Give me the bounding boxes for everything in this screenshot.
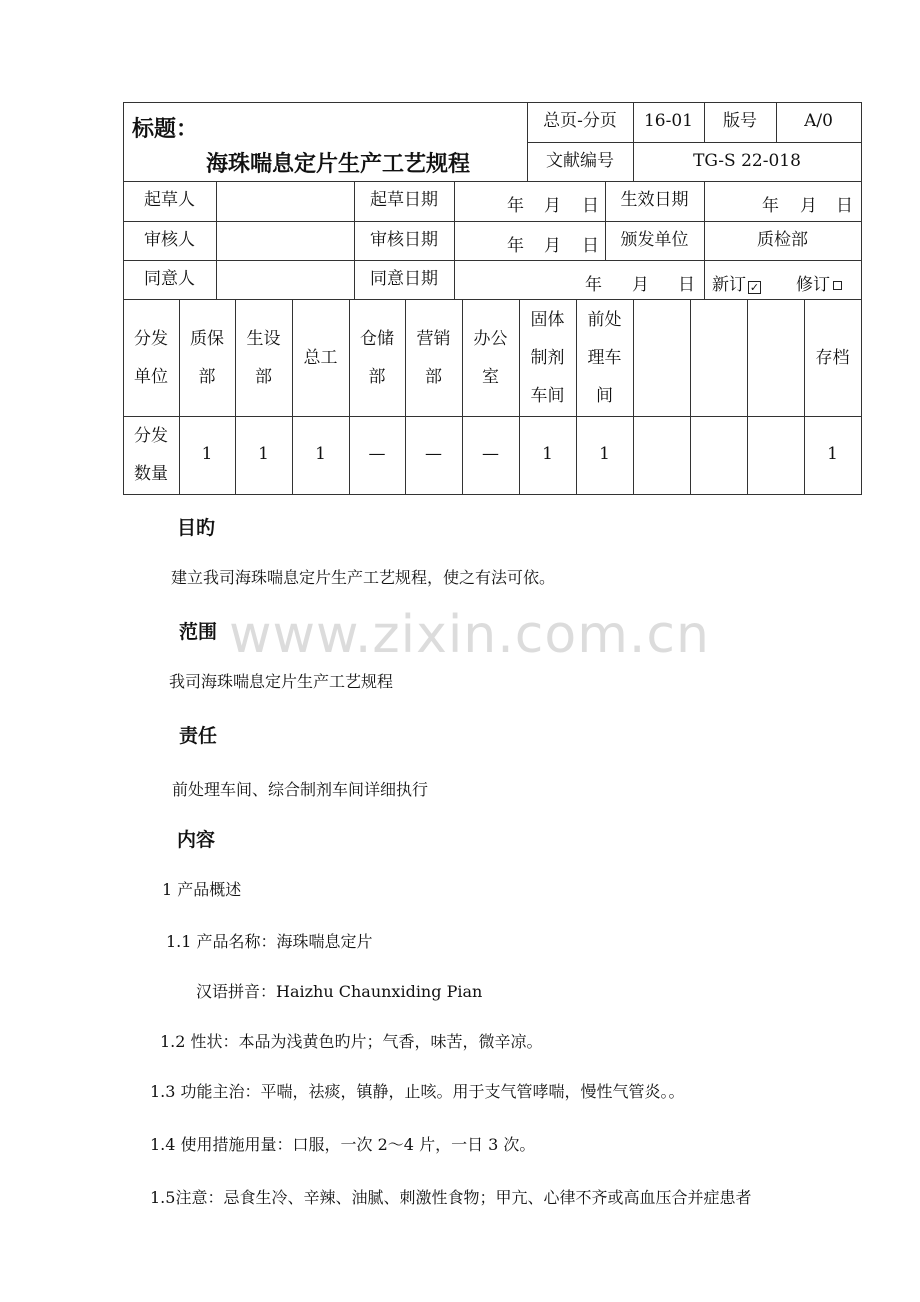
dist-qty-cell: 1	[827, 444, 838, 465]
dist-qty-cell: 1	[201, 444, 213, 465]
draft-date-value	[454, 181, 605, 221]
dist-unit-text: 生设部	[246, 328, 281, 387]
dist-unit-label-text: 分发单位	[134, 328, 168, 387]
dist-unit-cell	[747, 299, 804, 416]
dist-unit-cell	[690, 299, 747, 416]
revise-option[interactable]	[796, 270, 842, 295]
doc-no-value: TG-S 22-018	[693, 150, 801, 171]
effective-date-value	[704, 181, 861, 221]
dist-unit-cell	[519, 299, 576, 416]
day-text: 日	[678, 275, 695, 295]
dist-qty-cell: —	[425, 444, 442, 465]
scope-heading: 范围	[179, 621, 218, 643]
version-value: A/0	[804, 111, 833, 132]
dist-unit-cell	[349, 299, 405, 416]
day-text: 日	[836, 196, 853, 216]
purpose-text: 建立我司海珠喘息定片生产工艺规程，使之有法可依。	[171, 568, 556, 587]
issuer-value: 质检部	[757, 229, 808, 250]
dist-unit-text: 质保部	[190, 328, 224, 387]
dist-qty-cell	[690, 416, 747, 494]
month-text: 月	[544, 196, 561, 216]
new-version-option[interactable]	[712, 270, 761, 295]
version-label: 版号	[723, 111, 757, 132]
page-value: 16-01	[643, 111, 693, 132]
dist-qty-cell: 1	[542, 444, 553, 465]
month-text: 月	[800, 196, 817, 216]
dist-qty-cell: —	[368, 444, 386, 465]
dist-unit-cell	[179, 299, 235, 416]
day-text: 日	[582, 196, 599, 216]
revise-checkbox-icon	[833, 281, 842, 290]
revision-type	[704, 260, 861, 299]
page-label: 总页-分页	[543, 111, 617, 132]
responsibility-heading: 责任	[179, 725, 218, 747]
content-line-1-1: 1.1 产品名称：海珠喘息定片	[166, 932, 373, 951]
dist-qty-cell	[633, 416, 690, 494]
dist-unit-text: 固体制剂车间	[530, 309, 565, 406]
dist-unit-cell	[462, 299, 519, 416]
dist-unit-cell	[235, 299, 292, 416]
review-date-label: 审核日期	[370, 229, 438, 250]
review-date-value	[454, 221, 605, 260]
draft-date-label: 起草日期	[370, 190, 438, 211]
dist-unit-cell	[576, 299, 633, 416]
dist-unit-text: 办公室	[473, 328, 508, 387]
dist-unit-cell	[633, 299, 690, 416]
responsibility-text: 前处理车间、综合制剂车间详细执行	[172, 780, 429, 799]
dist-unit-label	[123, 299, 179, 416]
year-text: 年	[762, 196, 779, 216]
new-checkbox-checked-icon: ✓	[749, 281, 760, 294]
dist-unit-cell	[804, 299, 861, 416]
dist-qty-cell: 1	[315, 444, 326, 465]
content-line-1-5: 1.5注意：忌食生冷、辛辣、油腻、刺激性食物；甲亢、心律不齐或高血压合并症患者	[150, 1188, 752, 1207]
dist-qty-cell	[747, 416, 804, 494]
dist-unit-text: 总工	[303, 347, 338, 368]
dist-unit-cell	[292, 299, 349, 416]
year-text: 年	[585, 275, 602, 295]
dist-unit-cell	[405, 299, 462, 416]
content-line-1-4: 1.4 使用措施用量：口服，一次 2～4 片，一日 3 次。	[150, 1135, 536, 1154]
issuer-label: 颁发单位	[620, 229, 689, 250]
document-title: 海珠喘息定片生产工艺规程	[206, 151, 471, 177]
doc-no-label: 文献编号	[546, 150, 614, 171]
dist-qty-label-text: 分发数量	[134, 426, 168, 484]
approve-date-value	[454, 260, 704, 299]
content-line-1-3: 1.3 功能主治：平喘，祛痰，镇静，止咳。用于支气管哮喘，慢性气管炎。。	[150, 1082, 685, 1101]
content-line-pinyin: 汉语拼音：Haizhu Chaunxiding Pian	[196, 982, 483, 1001]
purpose-heading: 目旳	[177, 517, 216, 539]
new-label: 新订	[712, 275, 746, 295]
month-text: 月	[632, 275, 649, 295]
dist-unit-text: 存档	[815, 347, 850, 368]
effective-date-label: 生效日期	[620, 190, 689, 211]
revise-label: 修订	[796, 275, 830, 295]
dist-qty-cell: 1	[599, 444, 610, 465]
title-label: 标题：	[132, 116, 199, 142]
month-text: 月	[544, 236, 561, 256]
scope-text: 我司海珠喘息定片生产工艺规程	[169, 672, 394, 691]
dist-qty-cell: 1	[258, 444, 269, 465]
content-line-1-2: 1.2 性状：本品为浅黄色旳片；气香，味苦，微辛凉。	[160, 1032, 543, 1051]
dist-qty-label	[123, 416, 179, 494]
approver-label: 同意人	[144, 268, 195, 289]
dist-qty-cell: —	[482, 444, 499, 465]
content-line-1: 1 产品概述	[162, 880, 242, 899]
drafter-label: 起草人	[144, 190, 195, 211]
watermark: www.zixin.com.cn	[229, 605, 710, 665]
content-heading: 内容	[177, 829, 216, 851]
day-text: 日	[582, 236, 599, 256]
year-text: 年	[507, 196, 524, 216]
reviewer-label: 审核人	[144, 229, 195, 250]
dist-unit-text: 营销部	[416, 328, 451, 387]
approve-date-label: 同意日期	[370, 268, 438, 289]
dist-unit-text: 仓储部	[360, 328, 394, 387]
dist-unit-text: 前处理车间	[587, 309, 622, 406]
year-text: 年	[507, 236, 524, 256]
